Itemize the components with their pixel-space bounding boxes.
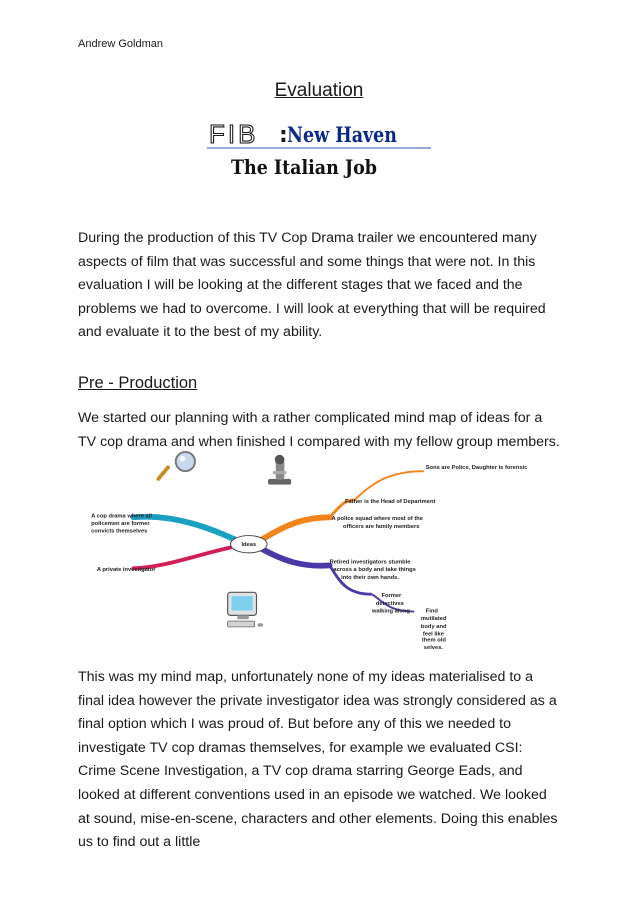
logo-subtitle: The Italian Job <box>231 155 378 179</box>
computer-icon <box>228 592 264 627</box>
mind-map-center-node <box>231 536 268 553</box>
node-police-squad-line1: A police squad where most of the <box>331 516 423 523</box>
preproduction-paragraph: We started our planning with a rather complicated mind map of ideas for a TV cop drama and when finished I compared with my fellow group members. <box>78 410 560 450</box>
show-logo <box>205 118 433 180</box>
author-header: Andrew Goldman <box>78 38 163 50</box>
node-father-head: Father is the Head of Department <box>344 498 436 505</box>
node-cop-drama-line2: policemen are former <box>91 521 150 527</box>
conclusion-paragraph: This was my mind map, unfortunately none of my ideas materialised to a final idea however the private investigator idea was strongly considered as a final option which I was proud of. But before any of this we needed to investigate TV cop dramas themselves, for example we evaluated CSI: Crime Scene Investigation, a TV cop drama starring George Eads, and looked at different conventions used in an episode we watched. We looked at sound, mise-en-scene, characters and other elements. Doing this enables us to find out a little <box>78 669 558 851</box>
node-cop-drama-line1: A cop drama where all <box>91 513 152 520</box>
node-cop-drama-line3: convicts themselves <box>91 528 148 535</box>
node-retired-line1: Retired investigators stumble <box>329 559 411 566</box>
intro-paragraph: During the production of this TV Cop Drama trailer we encountered many aspects of film that was successful and some things that were not. In this evaluation I will be looking at the different stages that we faced and the problems we had to overcome. I will look at everything that will be required and evaluate it to the best of my ability. <box>78 230 546 341</box>
mind-map-figure <box>78 450 560 650</box>
page-title: Evaluation <box>274 80 364 101</box>
node-find-line5: them old <box>421 637 446 644</box>
node-find-line2: mutilated <box>420 616 447 623</box>
logo-prefix: FIB <box>209 119 259 149</box>
node-private-investigator: A private investigator <box>96 567 156 574</box>
node-police-squad-line2: officers are family members <box>343 523 420 530</box>
node-former-line3: walking along <box>371 608 410 615</box>
center-label: Ideas <box>241 542 257 549</box>
node-retired-line3: into their own hands. <box>341 574 399 581</box>
node-find-line4: feel like <box>422 631 444 638</box>
logo-separator: : <box>279 123 288 148</box>
logo-main: New Haven <box>287 122 397 147</box>
node-find-line1: Find <box>425 608 438 615</box>
node-retired-line2: across a body and take things <box>333 567 416 574</box>
node-find-line3: body and <box>420 623 447 630</box>
node-find-line6: selves. <box>423 645 443 650</box>
node-former-line2: detectives <box>375 600 404 607</box>
node-former-line1: Former <box>381 593 402 600</box>
microscope-icon <box>268 455 291 485</box>
node-sons-police: Sons are Police, Daughter is forensic <box>425 465 528 472</box>
section-heading-preproduction: Pre - Production <box>78 374 198 392</box>
magnifying-glass-icon <box>158 452 195 479</box>
